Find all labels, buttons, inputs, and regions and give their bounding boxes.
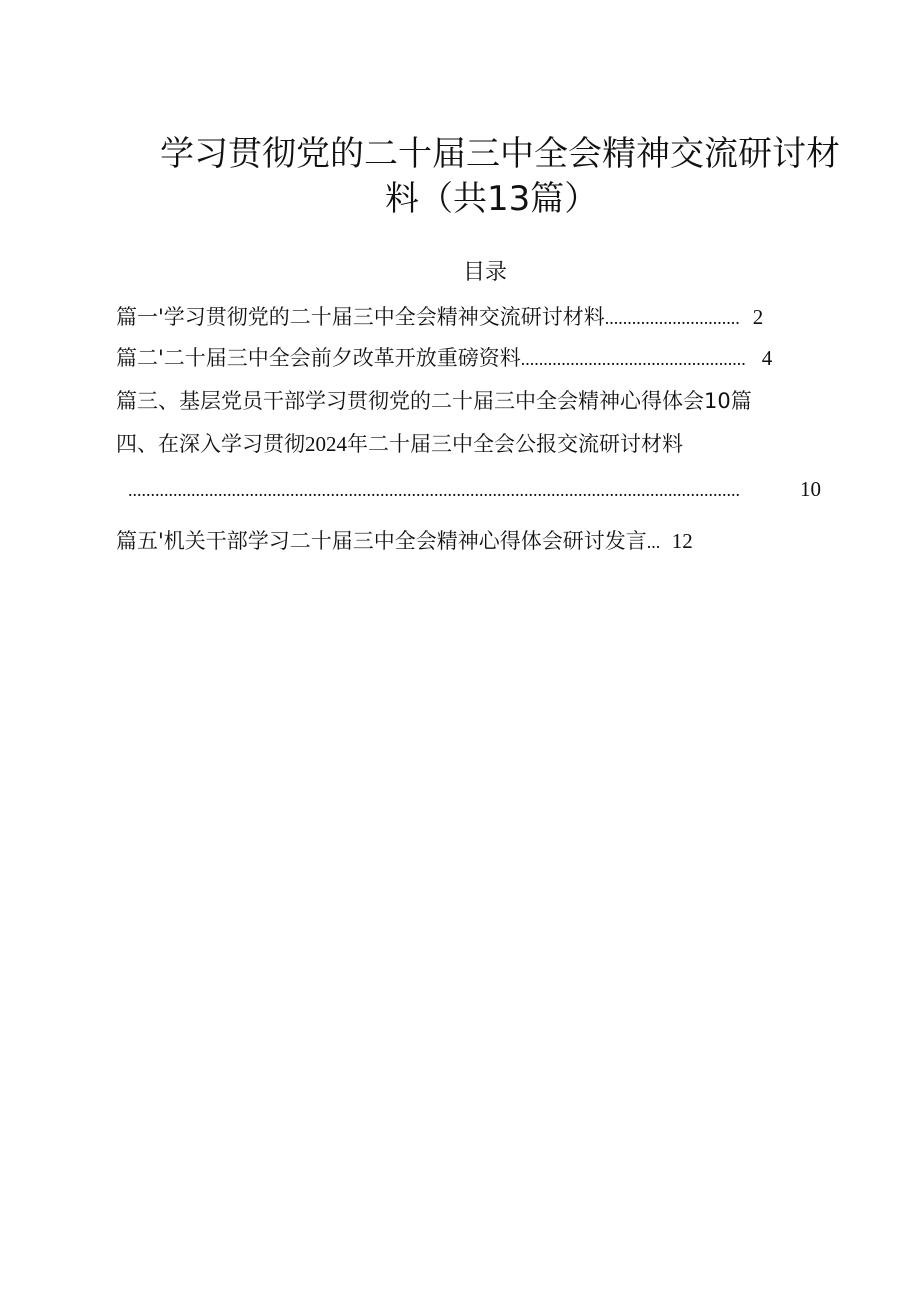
toc-leader-dots: .............................. xyxy=(604,308,740,328)
toc-entry-3[interactable] xyxy=(116,386,752,416)
toc-entry-label-part1: 四、在深入学习贯彻 xyxy=(116,432,305,456)
toc-entry-label: 篇一'学习贯彻党的二十届三中全会精神交流研讨材料 xyxy=(116,305,605,329)
toc-entry-4-continuation[interactable] xyxy=(128,474,821,505)
toc-page-number: 2 xyxy=(752,305,764,329)
document-title-line-2: 料（共13篇） xyxy=(385,179,599,219)
document-title-line-1: 学习贯彻党的二十届三中全会精神交流研讨材 xyxy=(160,134,840,174)
toc-page-number: 4 xyxy=(761,346,773,370)
toc-leader-dots: ... xyxy=(646,532,661,552)
toc-entry-label: 篇五'机关干部学习二十届三中全会精神心得体会研讨发言 xyxy=(116,529,647,553)
toc-entry-label: 篇三、基层党员干部学习贯彻党的二十届三中全会精神心得体会10篇 xyxy=(116,389,752,413)
toc-entry-label-part2: 年二十届三中全会公报交流研讨材料 xyxy=(347,432,683,456)
toc-entry-2[interactable] xyxy=(116,343,772,374)
toc-leader-dots: .................................................. xyxy=(520,349,746,369)
toc-leader-dots: ........................................................................................................................................ xyxy=(128,480,740,500)
toc-page-number: 10 xyxy=(800,477,821,501)
toc-page-number: 12 xyxy=(671,529,693,553)
toc-entry-1[interactable] xyxy=(116,302,763,333)
toc-entry-label-year: 2024 xyxy=(305,432,347,456)
toc-heading: 目录 xyxy=(462,260,507,285)
toc-entry-5[interactable] xyxy=(116,526,693,557)
toc-entry-label: 篇二'二十届三中全会前夕改革开放重磅资料 xyxy=(116,346,521,370)
toc-entry-4[interactable] xyxy=(116,429,683,459)
